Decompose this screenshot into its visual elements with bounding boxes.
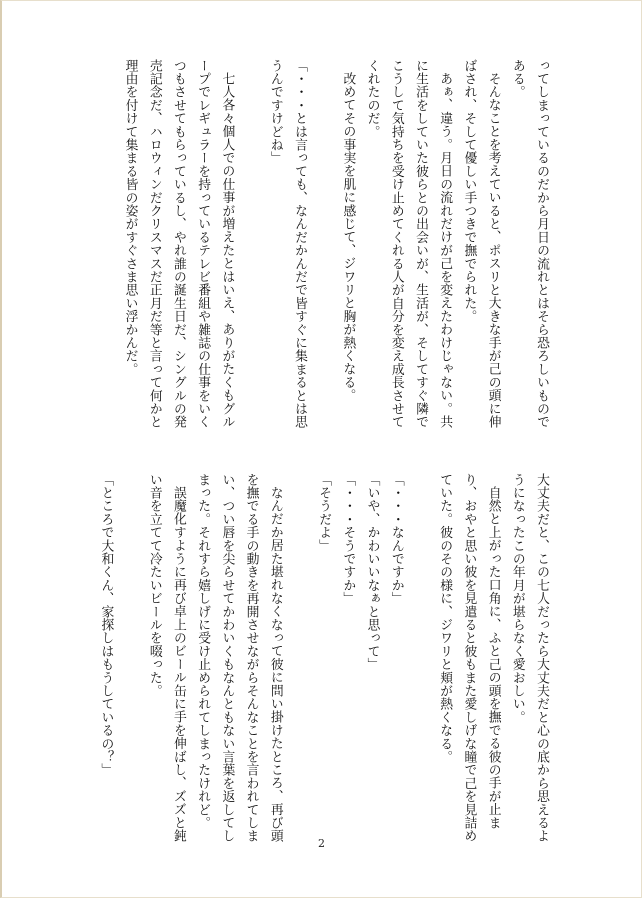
blank-line bbox=[408, 473, 432, 843]
blank-line bbox=[238, 59, 262, 429]
paragraph: なんだか居た堪れなくなって彼に問い掛けたところ、再び頭を撫でる手の動きを再開させながらそんなことを言われてしまい、つい唇を尖らせてかわいくもなんともない言葉を返してしまった。それすら嬉しげに受け止められてしまったけれど。 bbox=[195, 473, 283, 843]
paragraph: 大丈夫だと、この七人だったら大丈夫だと心の底から思えるようになったこの年月が堪らなく愛おしい。 bbox=[509, 473, 549, 843]
paragraph: 誤魔化すように再び卓上のビール缶に手を伸ばし、ズズと鈍い音を立てて冷たいビールを啜った。 bbox=[146, 473, 186, 843]
dialogue-line: 「いや、かわいいなぁと思って」 bbox=[364, 473, 380, 671]
dialogue-line: 「・・・なんですか」 bbox=[388, 473, 404, 605]
page-number: 2 bbox=[318, 837, 325, 850]
lower-text-column bbox=[98, 473, 553, 843]
blank-line bbox=[117, 473, 141, 843]
dialogue-line: 「・・・そうですか」 bbox=[340, 473, 356, 605]
upper-text-column bbox=[122, 59, 553, 429]
paragraph: そんなことを考えていると、ポスリと大きな手が己の頭に伸ばされ、そして優しい手つきで撫でられた。 bbox=[461, 59, 501, 429]
dialogue-line: 「ところで大和くん、家探しはもうしているの？」 bbox=[98, 473, 114, 777]
dialogue-line: 「・・・とは言っても、なんだかんだで皆すぐに集まるとは思うんですけどね」 bbox=[267, 59, 307, 429]
dialogue-line: 「そうだよ」 bbox=[316, 473, 332, 553]
paragraph: ってしまっているのだから月日の流れとはそら恐ろしいものである。 bbox=[509, 59, 549, 429]
paragraph: あぁ、違う。月日の流れだけが己を変えたわけじゃない。共に生活をしていた彼らとの出会いが、生活が、そしてすぐ隣でこうして気持ちを受け止めてくれる人が自分を変え成長させてくれたのだ。 bbox=[364, 59, 453, 429]
blank-line bbox=[311, 59, 335, 429]
paragraph: 自然と上がった口角に、ふと己の頭を撫でる彼の手が止まり、おやと思い彼を見遣ると彼もまた愛しげな瞳で己を見詰めていた。彼のその様に、ジワリと頬が熱くなる。 bbox=[437, 473, 501, 843]
paragraph: 七人各々個人での仕事が増えたとはいえ、ありがたくもグループでレギュラーを持っているテレビ番組や雑誌の仕事をいくつもさせてもらっているし、やれ誰の誕生日だ、シングルの発売記念だ、ハロウィンだクリスマスだ正月だ等と言って何かと理由を付けて集まる皆の姿がすぐさま思い浮かんだ。 bbox=[122, 59, 235, 429]
blank-line bbox=[287, 473, 311, 843]
paragraph: 改めてその事実を肌に感じて、ジワリと胸が熱くなる。 bbox=[340, 71, 356, 402]
